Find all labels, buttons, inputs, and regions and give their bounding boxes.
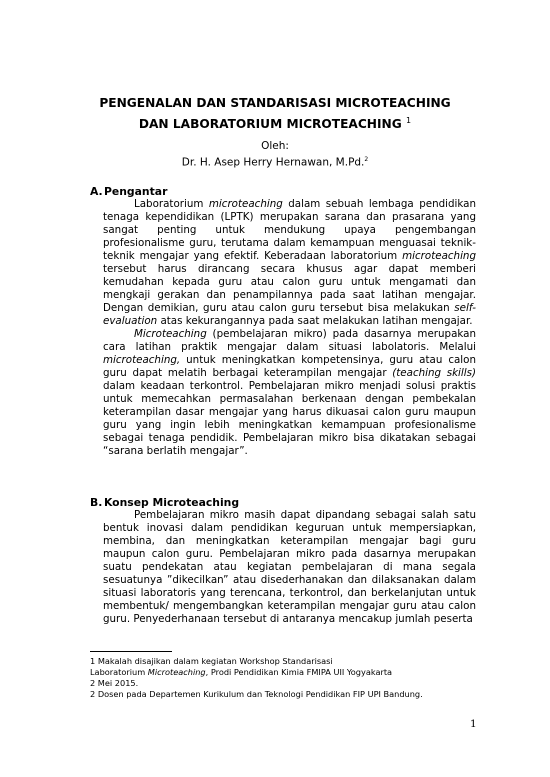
footnote-1-number: 1 — [90, 656, 96, 666]
page-number: 1 — [470, 718, 477, 730]
footnote-divider — [90, 651, 172, 652]
section-b-body — [103, 509, 476, 626]
italic-term: microteaching, — [103, 354, 181, 366]
section-b-paragraph-1: Pembelajaran mikro masih dapat dipandang sebagai salah satu bentuk inovasi dalam pendidikan keguruan untuk mempersiapkan, membina, dan meningkatkan keterampilan mengajar bagi guru maupun calon guru. Pembelajaran mikro pada dasarnya merupakan suatu pendekatan atau kegiatan pembelajaran di mana segala sesuatunya ”dikecilkan” atau disederhanakan dan dilaksanakan dalam situasi laboratoris yang terencana, terkontrol, dan berkelanjutan untuk membentuk/ mengembangkan keterampilan mengajar guru atau calon guru. Penyederhanaan tersebut di antaranya mencakup jumlah peserta — [103, 509, 476, 625]
author-name — [60, 153, 490, 170]
section-a-paragraph-1: Laboratorium microteaching dalam sebuah lembaga pendidikan tenaga kependidikan (LPTK) merupakan sarana dan prasarana yang sangat penting untuk mendukung upaya pengembangan profesionalisme guru, terutama dalam kemampuan menguasai teknik-teknik mengajar yang efektif. Keberadaan laboratorium microteaching tersebut harus dirancang secara khusus agar dapat memberi kemudahan kepada guru atau calon guru untuk mengamati dan mengkaji gerakan dan penampilannya pada saat latihan mengajar. Dengan demikian, guru atau calon guru tersebut bisa melakukan self-evaluation atas kekurangannya pada saat melakukan latihan mengajar. — [103, 198, 477, 327]
italic-term: microteaching — [208, 198, 283, 210]
section-a-paragraph-2: Microteaching (pembelajaran mikro) pada dasarnya merupakan cara latihan praktik mengajar dalam situasi labolatoris. Melalui microteaching, untuk meningkatkan kompetensinya, guru atau calon guru dapat melatih berbagai keterampilan mengajar (teaching skills) dalam keadaan terkontrol. Pembelajaran mikro menjadi solusi praktis untuk memecahkan permasalahan berkenaan dengan pembekalan keterampilan dasar mengajar yang harus dikuasai calon guru maupun guru yang ingin lebih meningkatkan kemampuan profesionalisme sebagai tenaga pendidik. Pembelajaran mikro bisa dikatakan sebagai “sarana berlatih mengajar”. — [103, 328, 477, 457]
section-a-heading — [90, 185, 167, 198]
title-line-2 — [60, 112, 490, 133]
italic-term: (teaching skills) — [392, 367, 477, 379]
footnote-1-line-1: 1 Makalah disajikan dalam kegiatan Workshop Standarisasi — [90, 656, 333, 666]
byline-label: Oleh: — [261, 140, 289, 152]
footnote-1-line-2: Laboratorium Microteaching, Prodi Pendidikan Kimia FMIPA UII Yogyakarta — [90, 667, 393, 677]
italic-term: Microteaching — [134, 328, 207, 340]
title-footnote-ref: 1 — [406, 116, 412, 125]
section-a-body — [103, 198, 476, 458]
section-b-heading — [90, 496, 239, 509]
title-line-2-text: DAN LABORATORIUM MICROTEACHING — [138, 117, 402, 132]
footnote-2-number: 2 — [90, 689, 96, 699]
section-a-title: Pengantar — [104, 185, 168, 198]
author-name-text: Dr. H. Asep Herry Hernawan, M.Pd. — [181, 156, 365, 169]
footnotes — [90, 656, 510, 700]
section-a-number: A. — [90, 185, 103, 198]
document-title — [60, 95, 490, 133]
section-b-number: B. — [90, 496, 103, 509]
footnote-2: 2 Dosen pada Departemen Kurikulum dan Teknologi Pendidikan FIP UPI Bandung. — [90, 689, 423, 699]
italic-term: self-evaluation — [103, 302, 476, 327]
italic-term: microteaching — [402, 250, 476, 262]
author-footnote-ref: 2 — [364, 156, 369, 163]
title-line-1: PENGENALAN DAN STANDARISASI MICROTEACHING — [99, 96, 451, 110]
byline — [60, 140, 490, 170]
footnote-1-line-3: 2 Mei 2015. — [90, 678, 139, 688]
section-b-title: Konsep Microteaching — [104, 496, 240, 509]
